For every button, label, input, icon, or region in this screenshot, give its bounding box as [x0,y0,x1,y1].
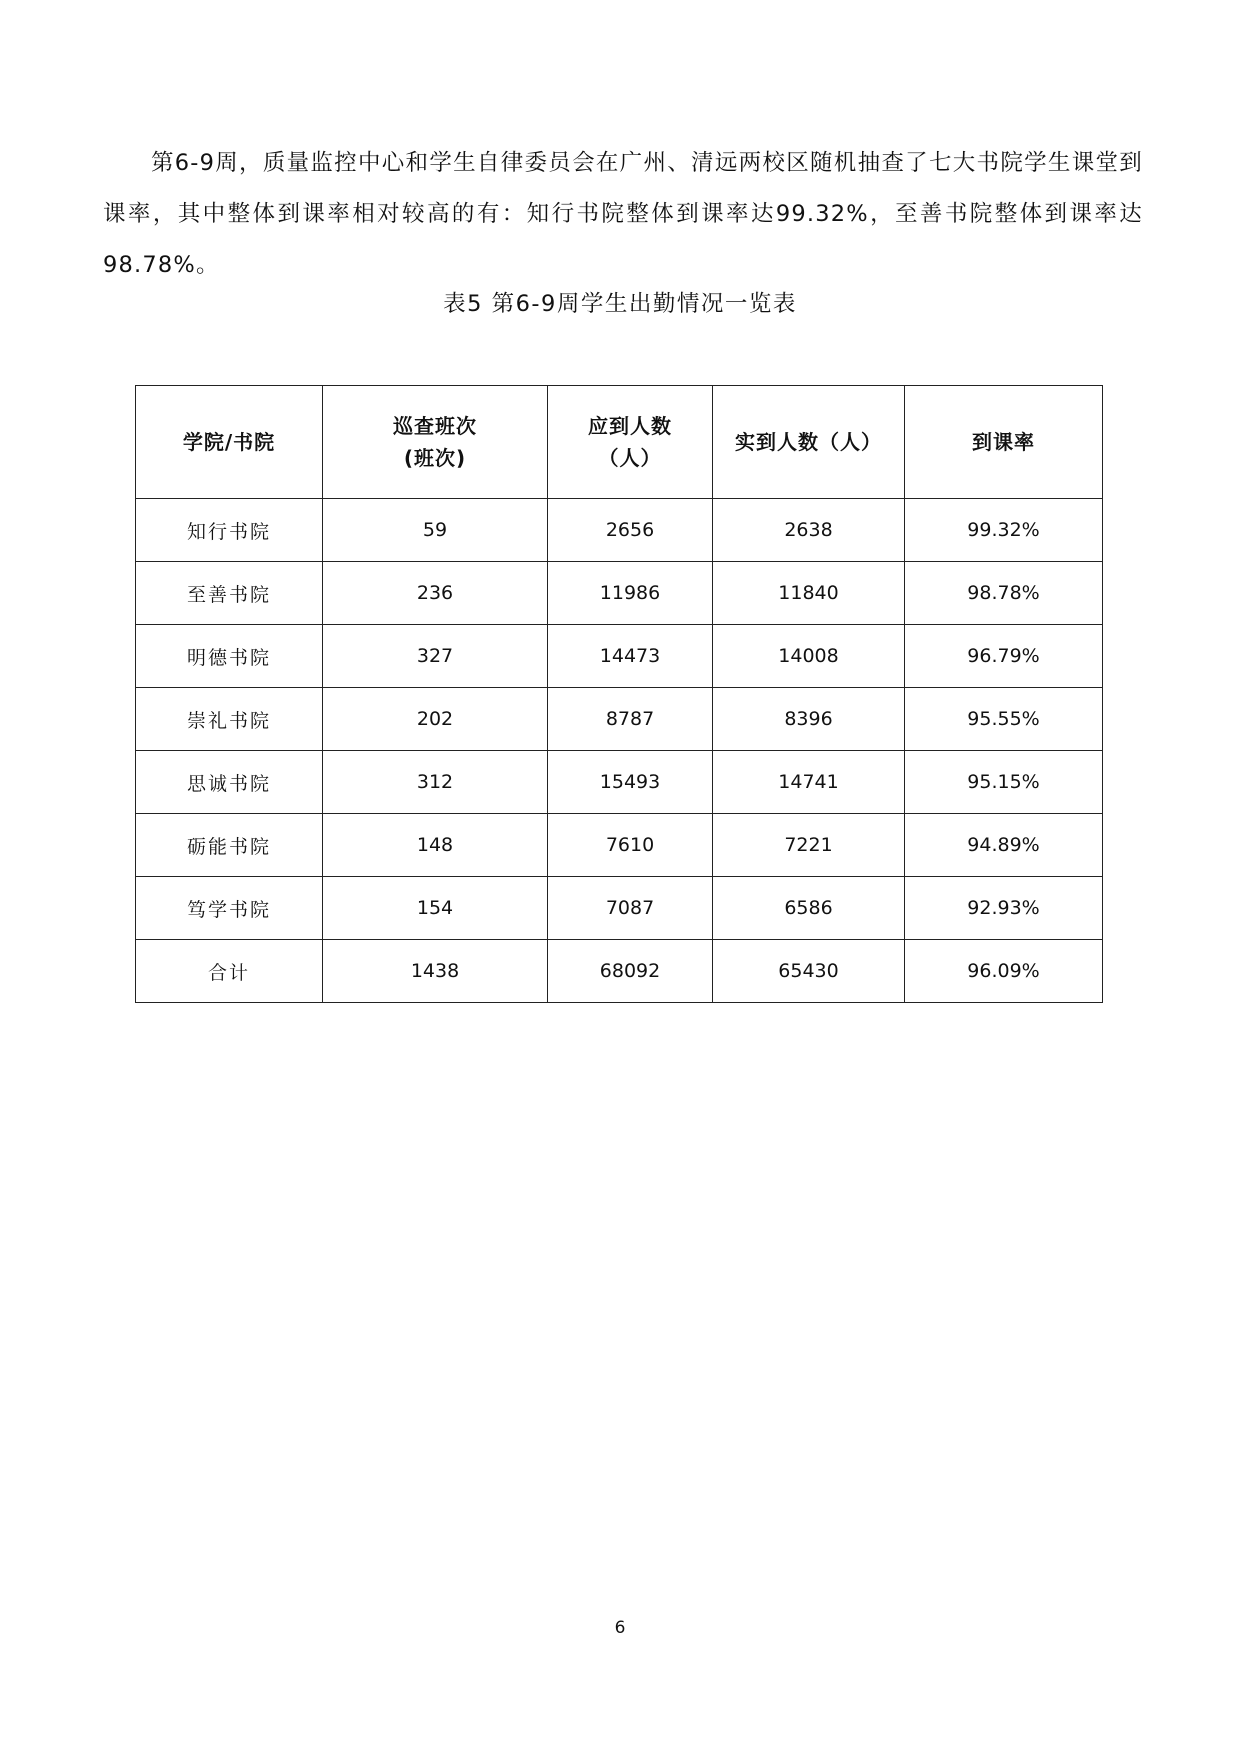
cell-attendance-rate: 99.32% [905,499,1103,562]
cell-patrol-classes: 327 [323,625,548,688]
header-patrol-classes: 巡查班次 (班次) [323,386,548,499]
cell-patrol-classes: 236 [323,562,548,625]
cell-attendance-rate: 95.15% [905,751,1103,814]
cell-college: 笃学书院 [136,877,323,940]
cell-attendance-rate: 95.55% [905,688,1103,751]
cell-actual-count: 6586 [713,877,905,940]
table-caption: 表5 第6-9周学生出勤情况一览表 [443,291,797,317]
cell-attendance-rate: 92.93% [905,877,1103,940]
cell-attendance-rate: 94.89% [905,814,1103,877]
cell-actual-count: 7221 [713,814,905,877]
cell-actual-count: 14008 [713,625,905,688]
header-attendance-rate: 到课率 [905,386,1103,499]
table-row [136,625,1103,688]
cell-actual-count: 2638 [713,499,905,562]
cell-expected-count: 14473 [548,625,713,688]
cell-patrol-classes: 312 [323,751,548,814]
attendance-table [135,385,1103,1003]
cell-expected-count: 8787 [548,688,713,751]
cell-attendance-rate: 96.79% [905,625,1103,688]
cell-patrol-classes: 154 [323,877,548,940]
cell-college: 明德书院 [136,625,323,688]
cell-patrol-classes: 59 [323,499,548,562]
body-paragraph: 第6-9周，质量监控中心和学生自律委员会在广州、清远两校区随机抽查了七大书院学生课堂到课率，其中整体到课率相对较高的有：知行书院整体到课率达99.32%，至善书院整体到课率达98.78%。 [103,150,1144,278]
cell-college: 砺能书院 [136,814,323,877]
cell-total-expected-count: 68092 [548,940,713,1003]
cell-actual-count: 14741 [713,751,905,814]
cell-expected-count: 7087 [548,877,713,940]
cell-total-patrol-classes: 1438 [323,940,548,1003]
cell-total-actual-count: 65430 [713,940,905,1003]
cell-patrol-classes: 202 [323,688,548,751]
table-row [136,814,1103,877]
cell-attendance-rate: 98.78% [905,562,1103,625]
table-header-row [136,386,1103,499]
header-actual-count: 实到人数（人） [713,386,905,499]
header-expected-count: 应到人数 （人） [548,386,713,499]
cell-total-attendance-rate: 96.09% [905,940,1103,1003]
table-row [136,499,1103,562]
cell-patrol-classes: 148 [323,814,548,877]
cell-total-label: 合计 [136,940,323,1003]
table-row [136,688,1103,751]
cell-college: 至善书院 [136,562,323,625]
cell-college: 思诚书院 [136,751,323,814]
cell-college: 崇礼书院 [136,688,323,751]
header-college: 学院/书院 [136,386,323,499]
table-row [136,877,1103,940]
table-total-row [136,940,1103,1003]
cell-actual-count: 8396 [713,688,905,751]
cell-expected-count: 11986 [548,562,713,625]
cell-expected-count: 2656 [548,499,713,562]
cell-college: 知行书院 [136,499,323,562]
table-row [136,751,1103,814]
cell-actual-count: 11840 [713,562,905,625]
cell-expected-count: 15493 [548,751,713,814]
page-number: 6 [614,1618,626,1638]
cell-expected-count: 7610 [548,814,713,877]
table-row [136,562,1103,625]
